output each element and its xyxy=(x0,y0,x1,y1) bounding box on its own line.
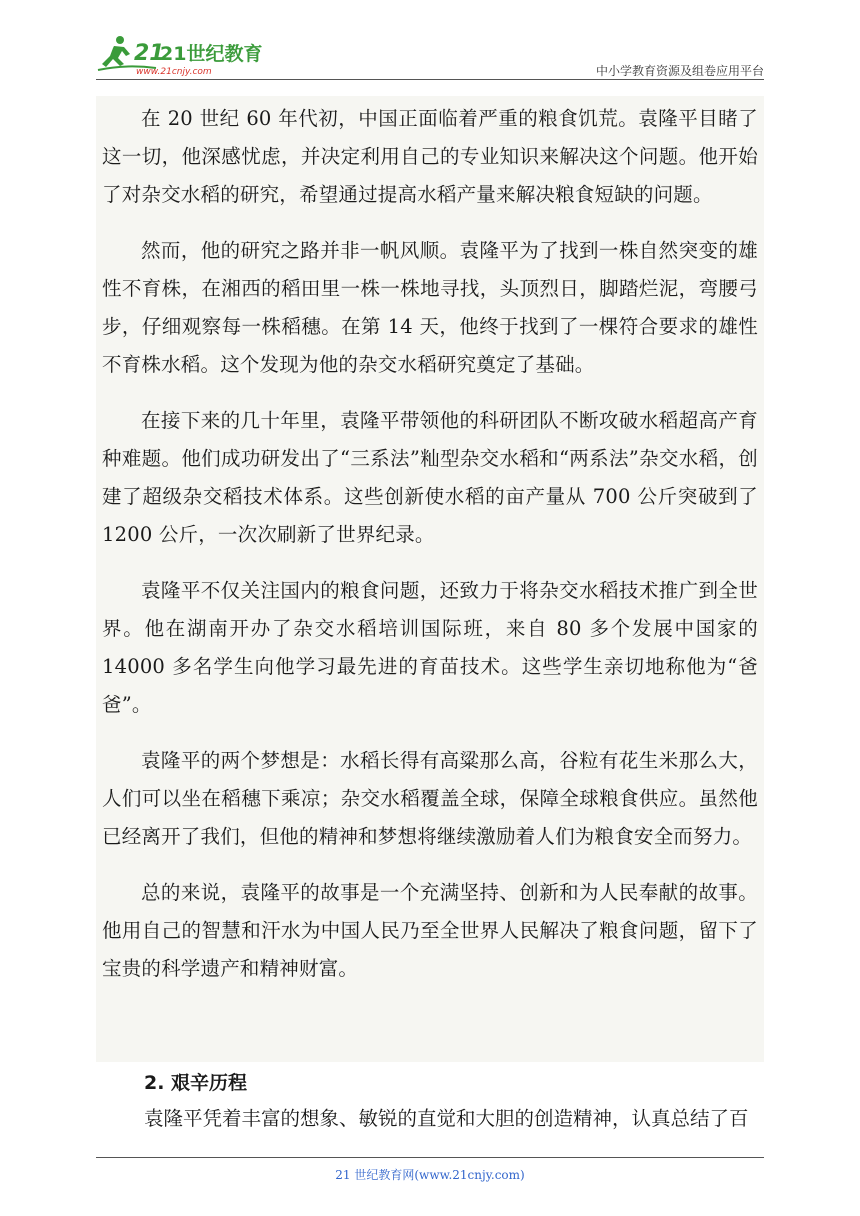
page-header xyxy=(96,30,764,80)
section-first-line: 袁隆平凭着丰富的想象、敏锐的直觉和大胆的创造精神，认真总结了百 xyxy=(144,1107,749,1130)
svg-text:21: 21 xyxy=(134,41,165,66)
site-logo[interactable] xyxy=(96,34,266,78)
paragraph: 袁隆平不仅关注国内的粮食问题，还致力于将杂交水稻技术推广到全世界。他在湖南开办了杂交水稻培训国际班，来自 80 多个发展中国家的 14000 多名学生向他学习最先进的育苗技术。这些学生亲切地称他为“爸爸”。 xyxy=(102,579,758,716)
runner-logo-icon xyxy=(96,34,266,78)
paragraph: 在 20 世纪 60 年代初，中国正面临着严重的粮食饥荒。袁隆平目睹了这一切，他深感忧虑，并决定利用自己的专业知识来解决这个问题。他开始了对杂交水稻的研究，希望通过提高水稻产量来解决粮食短缺的问题。 xyxy=(102,107,758,206)
paragraph: 总的来说，袁隆平的故事是一个充满坚持、创新和为人民奉献的故事。他用自己的智慧和汗水为中国人民乃至全世界人民解决了粮食问题，留下了宝贵的科学遗产和精神财富。 xyxy=(102,881,758,980)
paragraph: 然而，他的研究之路并非一帆风顺。袁隆平为了找到一株自然突变的雄性不育株，在湘西的稻田里一株一株地寻找，头顶烈日，脚踏烂泥，弯腰弓步，仔细观察每一株稻穗。在第 14 天，他终于找到了一棵符合要求的雄性不育株水稻。这个发现为他的杂交水稻研究奠定了基础。 xyxy=(102,239,758,376)
header-divider xyxy=(96,79,764,80)
footer-divider xyxy=(96,1157,764,1158)
article-body xyxy=(96,96,764,1062)
paragraph: 在接下来的几十年里，袁隆平带领他的科研团队不断攻破水稻超高产育种难题。他们成功研发出了“三系法”籼型杂交水稻和“两系法”杂交水稻，创建了超级杂交稻技术体系。这些创新使水稻的亩产量从 700 公斤突破到了 1200 公斤，一次次刷新了世界纪录。 xyxy=(102,409,758,546)
paragraph: 袁隆平的两个梦想是：水稻长得有高粱那么高，谷粒有花生米那么大，人们可以坐在稻穗下乘凉；杂交水稻覆盖全球，保障全球粮食供应。虽然他已经离开了我们，但他的精神和梦想将继续激励着人们为粮食安全而努力。 xyxy=(102,749,758,848)
logo-url: www.21cnjy.com xyxy=(136,67,212,77)
section-heading: 2. 艰辛历程 xyxy=(144,1072,248,1094)
logo-text: 21世纪教育 xyxy=(160,43,263,65)
platform-name: 中小学教育资源及组卷应用平台 xyxy=(595,64,764,78)
page-footer[interactable]: 21 世纪教育网(www.21cnjy.com) xyxy=(335,1168,525,1182)
